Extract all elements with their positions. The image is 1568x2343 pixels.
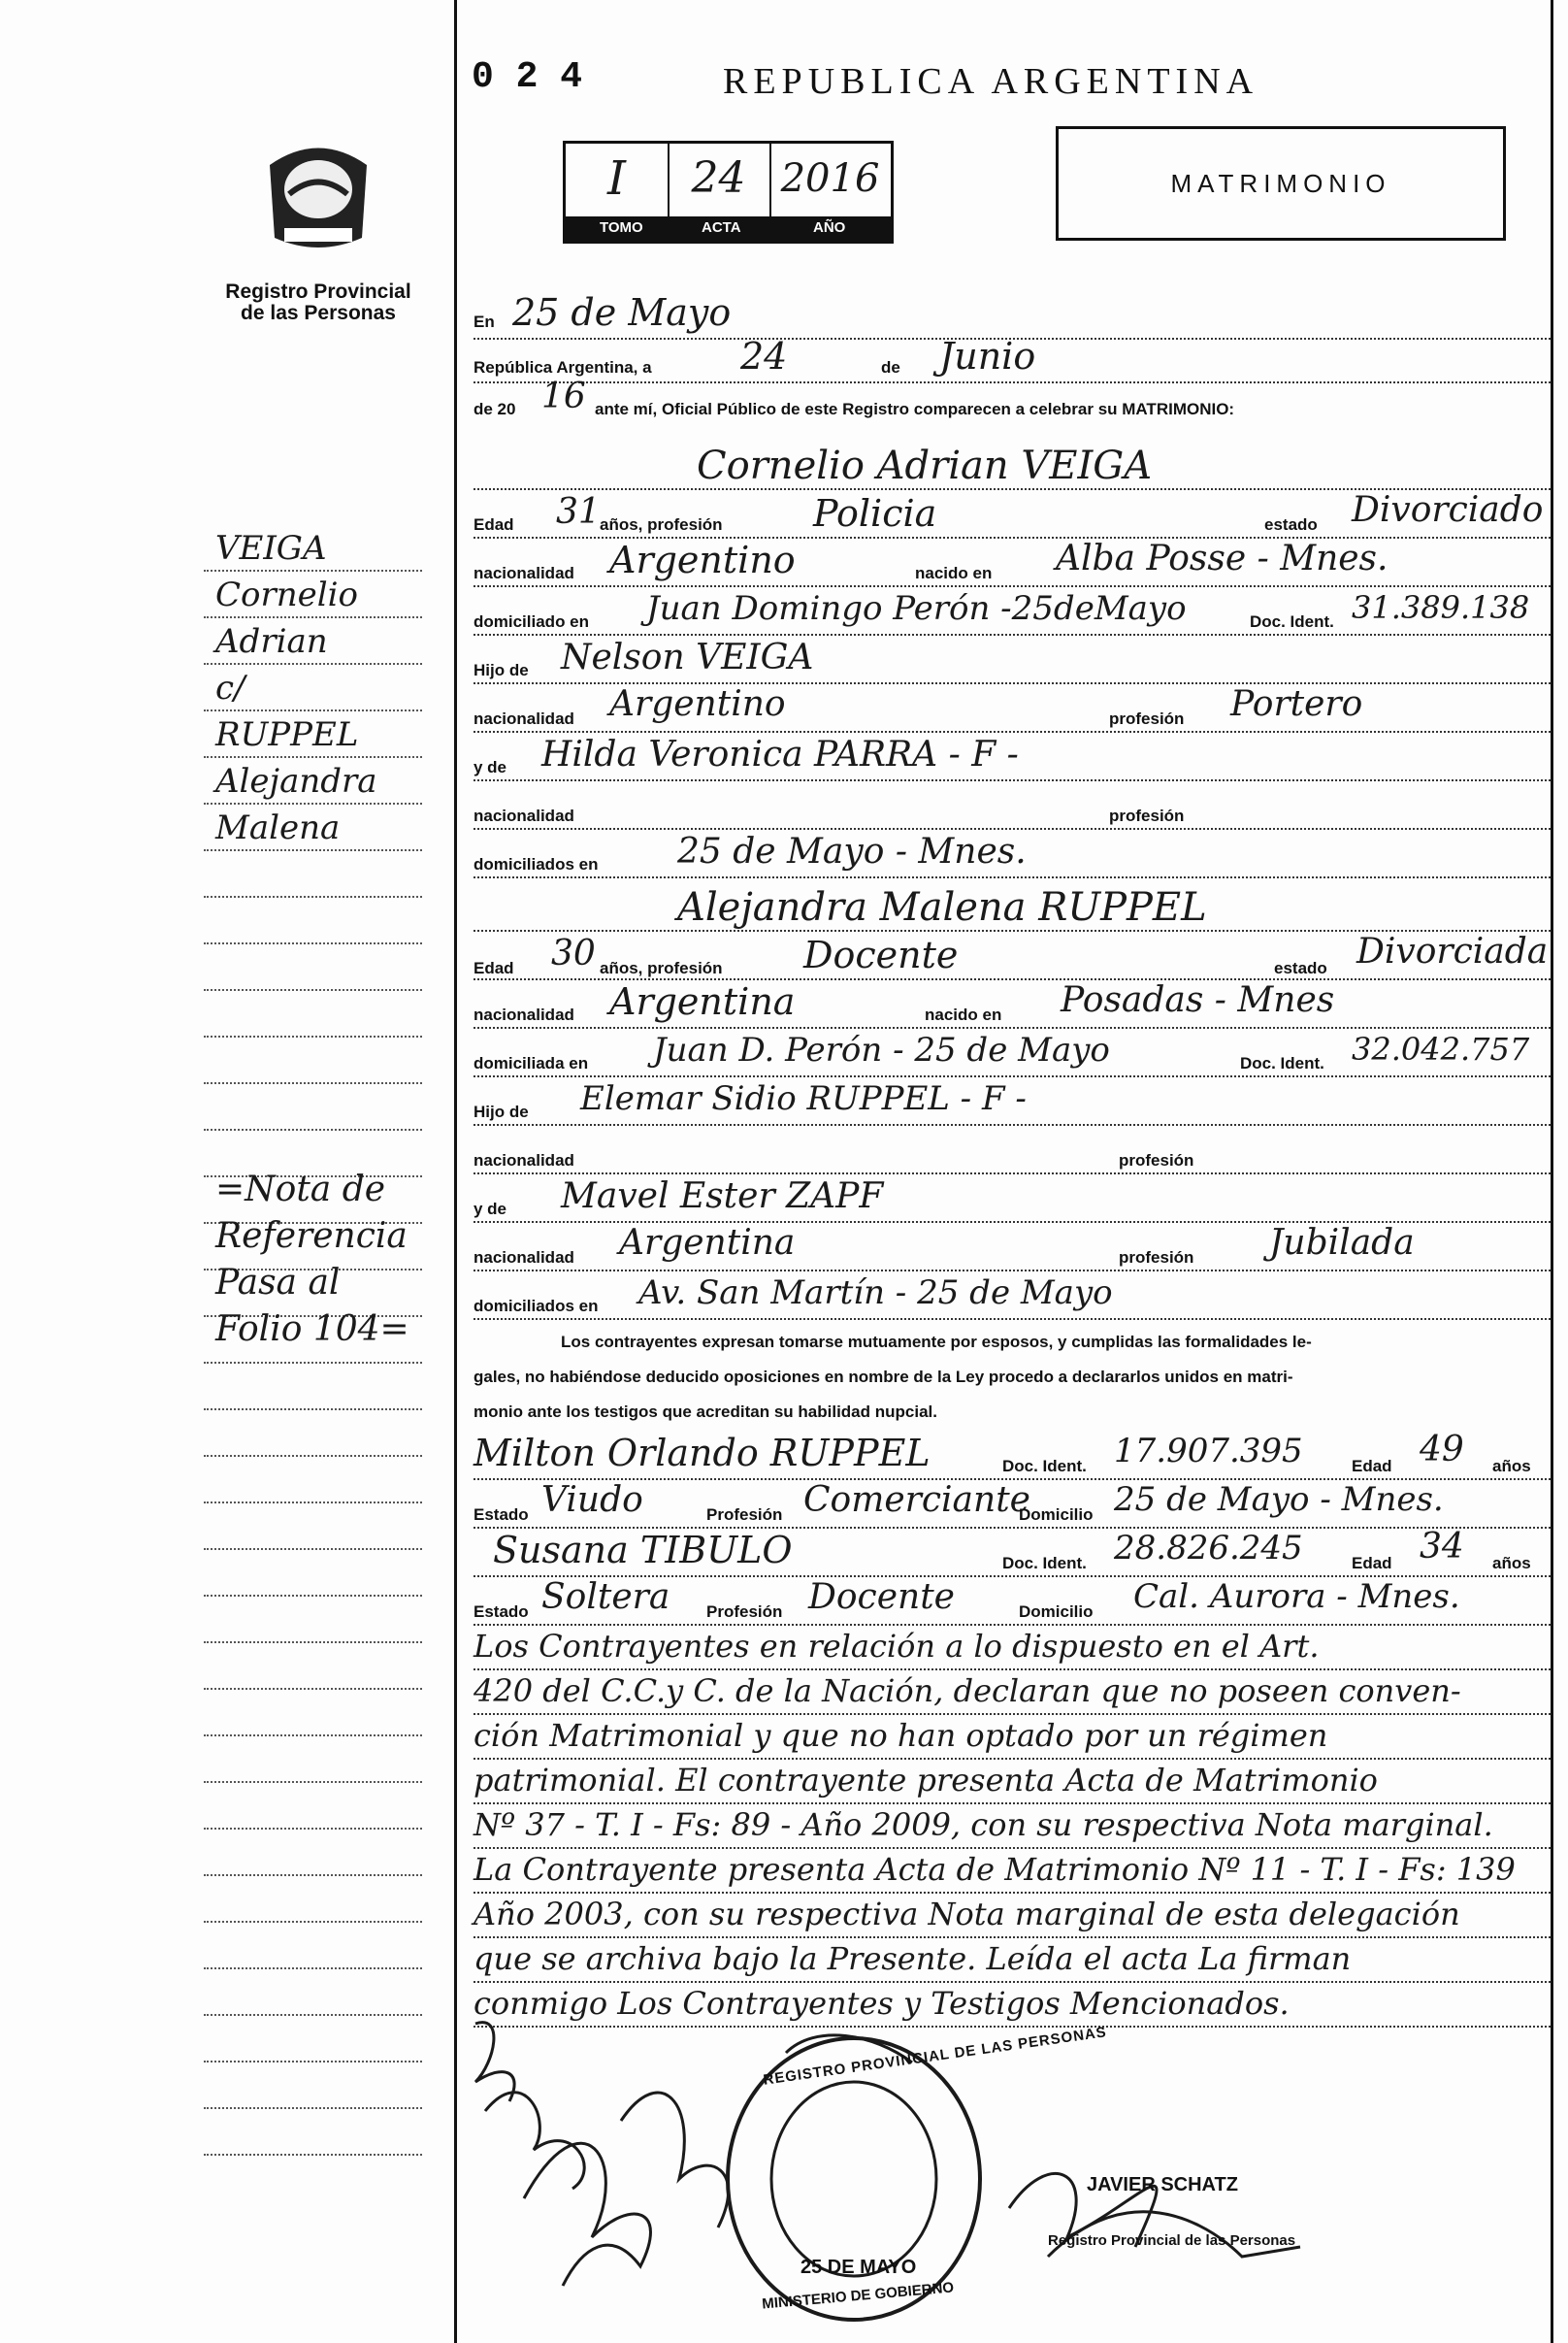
- nacionalidad-label: nacionalidad: [474, 1248, 574, 1267]
- margin-name-line: Alejandra: [215, 762, 377, 801]
- profesion-label: profesión: [1109, 710, 1185, 728]
- note-text: Nº 37 - T. I - Fs: 89 - Año 2009, con su respectiva Nota marginal.: [474, 1806, 1493, 1843]
- doc-label: Doc. Ident.: [1240, 1054, 1324, 1072]
- margin-line: [204, 2152, 422, 2156]
- note-text: Año 2003, con su respectiva Nota marginal de esta delegación: [474, 1896, 1460, 1932]
- groom-row-parents-address: [474, 830, 1551, 878]
- anio-value: 2016: [780, 156, 880, 201]
- stamp-top-text: REGISTRO PROVINCIAL DE LAS PERSONAS: [762, 2024, 1108, 2089]
- bride-mother-profession: Jubilada: [1269, 1223, 1415, 1263]
- doc-label: Doc. Ident.: [1002, 1554, 1087, 1572]
- en-value: 25 de Mayo: [512, 291, 732, 334]
- bride-address: Juan D. Perón - 25 de Mayo: [653, 1031, 1110, 1070]
- margin-line: [204, 568, 422, 572]
- registry-line-2: de las Personas: [241, 302, 396, 324]
- edad-label: Edad: [1352, 1457, 1392, 1475]
- bride-row-mother: [474, 1174, 1551, 1223]
- de-label: de: [881, 358, 900, 377]
- hijo-de-label: Hijo de: [474, 661, 529, 679]
- groom-row-father-details: [474, 684, 1551, 733]
- y-de-label: y de: [474, 758, 507, 776]
- domicilio-label: domiciliada en: [474, 1054, 589, 1072]
- note-text: 420 del C.C.y C. de la Nación, declaran que no poseen conven-: [474, 1672, 1461, 1709]
- groom-profession: Policia: [813, 492, 937, 535]
- bride-row-age: [474, 932, 1551, 980]
- groom-father-nationality: Argentino: [609, 684, 786, 724]
- groom-row-address: [474, 587, 1551, 636]
- doc-label: Doc. Ident.: [1002, 1457, 1087, 1475]
- margin-name-line: c/: [215, 669, 245, 708]
- signatures-area: [466, 2004, 1543, 2325]
- bride-father: Elemar Sidio RUPPEL - F -: [580, 1079, 1027, 1118]
- bride-row-nationality: [474, 980, 1551, 1029]
- margin-line: [204, 1546, 422, 1550]
- bride-nationality: Argentina: [609, 980, 796, 1023]
- margin-line: [204, 1779, 422, 1783]
- groom-row-mother-details: [474, 781, 1551, 830]
- margin-line: [204, 894, 422, 898]
- note-text: ción Matrimonial y que no han optado por un régimen: [474, 1717, 1328, 1754]
- anios-label: años: [1492, 1554, 1531, 1572]
- groom-birthplace: Alba Posse - Mnes.: [1056, 539, 1388, 578]
- margin-line: [204, 708, 422, 711]
- margin-line: [204, 754, 422, 758]
- margin-line: [204, 1406, 422, 1410]
- groom-name: Cornelio Adrian VEIGA: [697, 444, 1153, 488]
- margin-line: [204, 614, 422, 618]
- margin-line: [204, 987, 422, 991]
- margin-line: [204, 1360, 422, 1364]
- nacionalidad-label: nacionalidad: [474, 564, 574, 582]
- bride-birthplace: Posadas - Mnes: [1061, 980, 1335, 1020]
- witness-2-row-name: [474, 1529, 1551, 1577]
- bride-name-row: [474, 883, 1551, 932]
- year-prefix: de 20: [474, 400, 516, 418]
- margin-line: [204, 2012, 422, 2016]
- anio-cell: [769, 144, 891, 216]
- margin-line: [204, 1919, 422, 1923]
- nacionalidad-label: nacionalidad: [474, 710, 574, 728]
- margin-line: [204, 940, 422, 944]
- note-line: [474, 1715, 1551, 1760]
- estado-label: estado: [1274, 959, 1327, 977]
- intro-row-year: [474, 379, 1551, 425]
- domicilio-label: Domicilio: [1019, 1602, 1094, 1621]
- anios-label: años: [1492, 1457, 1531, 1475]
- bride-parents-address: Av. San Martín - 25 de Mayo: [638, 1273, 1113, 1312]
- margin-line: [204, 1732, 422, 1736]
- margin-note-line: Referencia: [215, 1216, 408, 1256]
- bride-mother: Mavel Ester ZAPF: [561, 1176, 884, 1216]
- margin-name-line: Adrian: [215, 622, 328, 661]
- edad-label: Edad: [474, 959, 514, 977]
- bride-mother-nationality: Argentina: [619, 1223, 796, 1263]
- note-line: [474, 1760, 1551, 1804]
- bride-row-parents-address: [474, 1271, 1551, 1320]
- tomo-acta-anio-box: [563, 141, 894, 244]
- intro-row-en: [474, 291, 1551, 340]
- groom-nationality: Argentino: [609, 539, 796, 581]
- witness-2-age: 34: [1420, 1527, 1464, 1567]
- note-text: La Contrayente presenta Acta de Matrimonio Nº 11 - T. I - Fs: 139: [474, 1851, 1516, 1888]
- margin-line: [204, 1500, 422, 1503]
- year-value: 16: [541, 377, 586, 416]
- witness-1-doc: 17.907.395: [1114, 1432, 1303, 1470]
- bride-doc: 32.042.757: [1352, 1031, 1530, 1068]
- profesion-label: profesión: [1109, 807, 1185, 825]
- witness-2-address: Cal. Aurora - Mnes.: [1133, 1577, 1460, 1616]
- doc-type: MATRIMONIO: [1170, 169, 1391, 198]
- profesion-label: Profesión: [706, 1505, 783, 1524]
- tomo-value: I: [607, 151, 626, 206]
- anio-label: AÑO: [813, 219, 846, 236]
- bride-row-father-details: [474, 1126, 1551, 1174]
- margin-line: [204, 2059, 422, 2062]
- profesion-label: profesión: [1119, 1151, 1194, 1170]
- edad-label: Edad: [1352, 1554, 1392, 1572]
- margin-line: [204, 801, 422, 805]
- box-labels: [566, 216, 891, 241]
- edad-label: Edad: [474, 515, 514, 534]
- margin-line: [204, 1127, 422, 1131]
- margin-line: [204, 1593, 422, 1597]
- nacido-label: nacido en: [925, 1006, 1002, 1024]
- groom-parents-address: 25 de Mayo - Mnes.: [677, 832, 1027, 872]
- tomo-cell: [566, 144, 670, 216]
- registry-logo: [260, 136, 376, 257]
- note-text: Los Contrayentes en relación a lo dispuesto en el Art.: [474, 1628, 1320, 1665]
- margin-name-line: Malena: [215, 808, 341, 847]
- nacionalidad-label: nacionalidad: [474, 807, 574, 825]
- declaration-line-3: monio ante los testigos que acreditan su habilidad nupcial.: [474, 1402, 937, 1421]
- bride-profession: Docente: [803, 934, 959, 976]
- witness-1-row-name: [474, 1432, 1551, 1480]
- doc-type-box: [1056, 126, 1506, 241]
- groom-row-nationality: [474, 539, 1551, 587]
- domicilio-label: domiciliado en: [474, 612, 590, 631]
- registry-name: [221, 281, 415, 324]
- margin-line: [204, 1034, 422, 1038]
- intro-text: ante mí, Oficial Público de este Registro comparecen a celebrar su MATRIMONIO:: [595, 400, 1235, 418]
- margin-line: [204, 1080, 422, 1084]
- note-line: [474, 1849, 1551, 1894]
- margin-name-line: VEIGA: [215, 529, 327, 568]
- groom-age: 31: [556, 492, 601, 532]
- profesion-label: Profesión: [706, 1602, 783, 1621]
- bride-row-address: [474, 1029, 1551, 1077]
- profesion-label: profesión: [1119, 1248, 1194, 1267]
- y-de-label: y de: [474, 1200, 507, 1218]
- groom-row-age: [474, 490, 1551, 539]
- witness-1-row-details: [474, 1480, 1551, 1529]
- acta-label: ACTA: [702, 219, 741, 236]
- margin-note-line: =Nota de: [215, 1170, 386, 1209]
- margin-line: [204, 1872, 422, 1876]
- stamp-bottom-text: MINISTERIO DE GOBIERNO: [761, 2279, 955, 2313]
- groom-row-father: [474, 636, 1551, 684]
- witness-1-age: 49: [1420, 1430, 1464, 1469]
- groom-father-profession: Portero: [1230, 684, 1363, 724]
- profesion-label: años, profesión: [600, 959, 723, 977]
- witness-1-profession: Comerciante: [803, 1480, 1030, 1520]
- note-text: conmigo Los Contrayentes y Testigos Mencionados.: [474, 1985, 1290, 2022]
- acta-value: 24: [691, 153, 746, 203]
- margin-note-line: Pasa al: [215, 1263, 341, 1303]
- groom-mother: Hilda Veronica PARRA - F -: [541, 735, 1019, 775]
- margin-line: [204, 847, 422, 851]
- witness-1-status: Viudo: [541, 1480, 643, 1520]
- groom-name-row: [474, 442, 1551, 490]
- margin-line: [204, 1826, 422, 1830]
- estado-label: Estado: [474, 1505, 529, 1524]
- witness-2-name: Susana TIBULO: [493, 1529, 793, 1571]
- margin-line: [204, 661, 422, 665]
- en-label: En: [474, 313, 495, 331]
- note-line: [474, 1804, 1551, 1849]
- record-number: 0 2 4: [472, 56, 583, 98]
- estado-label: estado: [1264, 515, 1318, 534]
- margin-note-line: Folio 104=: [215, 1309, 409, 1349]
- groom-status: Divorciado: [1352, 490, 1544, 530]
- bride-status: Divorciada: [1356, 932, 1549, 972]
- witness-2-row-details: [474, 1577, 1551, 1626]
- witness-2-profession: Docente: [808, 1577, 955, 1617]
- bride-age: 30: [551, 934, 596, 974]
- month-value: Junio: [939, 335, 1036, 378]
- hijo-de-label: Hijo de: [474, 1103, 529, 1121]
- tomo-label: TOMO: [600, 219, 643, 236]
- official-title: Registro Provincial de las Personas: [1048, 2232, 1296, 2249]
- acta-cell: [668, 144, 771, 216]
- margin-line: [204, 1965, 422, 1969]
- margin-line: [204, 2105, 422, 2109]
- witness-1-address: 25 de Mayo - Mnes.: [1114, 1480, 1444, 1519]
- note-line: [474, 1894, 1551, 1938]
- groom-father: Nelson VEIGA: [561, 638, 814, 677]
- day-value: 24: [740, 335, 788, 378]
- witness-2-status: Soltera: [541, 1577, 670, 1617]
- left-rule: [454, 0, 457, 2343]
- estado-label: Estado: [474, 1602, 529, 1621]
- doc-label: Doc. Ident.: [1250, 612, 1334, 631]
- note-line: [474, 1938, 1551, 1983]
- nacionalidad-label: nacionalidad: [474, 1151, 574, 1170]
- groom-doc: 31.389.138: [1352, 589, 1530, 626]
- declaration-line-1: Los contrayentes expresan tomarse mutuamente por esposos, y cumplidas las formalidades le-: [561, 1333, 1312, 1351]
- bride-row-mother-details: [474, 1223, 1551, 1271]
- domiciliados-label: domiciliados en: [474, 855, 599, 874]
- margin-line: [204, 1453, 422, 1457]
- intro-row-date: [474, 335, 1551, 383]
- domiciliados-label: domiciliados en: [474, 1297, 599, 1315]
- note-line: [474, 1626, 1551, 1670]
- official-name: JAVIER SCHATZ: [1087, 2174, 1238, 2195]
- margin-name-line: Cornelio: [215, 576, 358, 614]
- declaration: [474, 1325, 1541, 1430]
- margin-line: [204, 1686, 422, 1690]
- note-line: [474, 1670, 1551, 1715]
- domicilio-label: Domicilio: [1019, 1505, 1094, 1524]
- margin-name-line: RUPPEL: [215, 715, 359, 754]
- groom-address: Juan Domingo Perón -25deMayo: [646, 589, 1187, 628]
- bride-row-father: [474, 1077, 1551, 1126]
- nacionalidad-label: nacionalidad: [474, 1006, 574, 1024]
- witness-2-doc: 28.826.245: [1114, 1529, 1303, 1568]
- declaration-line-2: gales, no habiéndose deducido oposiciones en nombre de la Ley procedo a declararlos unidos en matri-: [474, 1368, 1293, 1386]
- bride-name: Alejandra Malena RUPPEL: [677, 885, 1207, 930]
- stamp-center-text: 25 DE MAYO: [800, 2257, 917, 2278]
- witness-1-name: Milton Orlando RUPPEL: [474, 1432, 931, 1474]
- registry-line-1: Registro Provincial: [225, 280, 411, 303]
- groom-row-mother: [474, 733, 1551, 781]
- page-title: REPUBLICA ARGENTINA: [723, 61, 1259, 102]
- republica-label: República Argentina, a: [474, 358, 652, 377]
- margin-line: [204, 1639, 422, 1643]
- note-text: patrimonial. El contrayente presenta Acta de Matrimonio: [474, 1762, 1378, 1798]
- right-rule: [1551, 0, 1553, 2343]
- note-text: que se archiva bajo la Presente. Leída el acta La firman: [474, 1940, 1352, 1977]
- nacido-label: nacido en: [915, 564, 993, 582]
- profesion-label: años, profesión: [600, 515, 723, 534]
